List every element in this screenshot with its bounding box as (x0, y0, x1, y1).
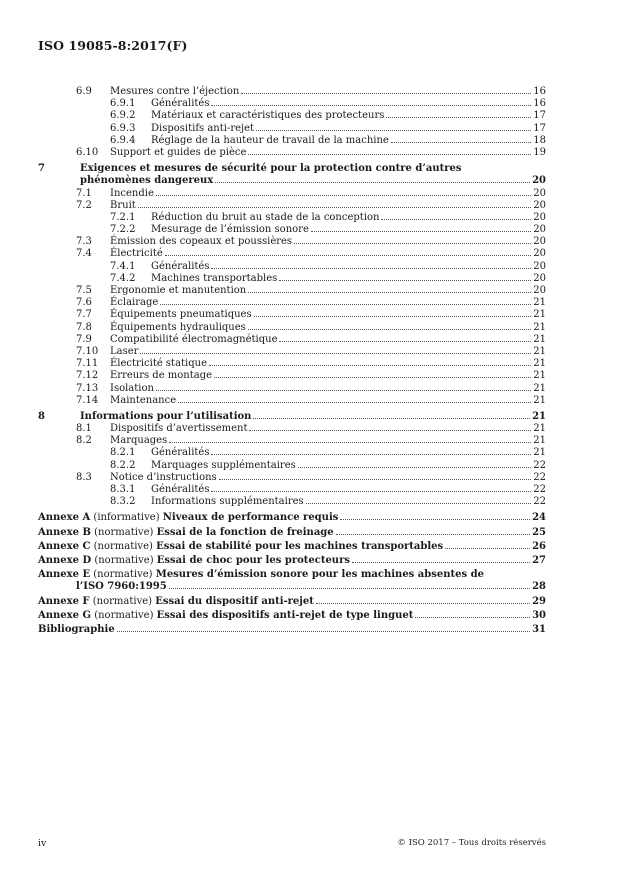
toc-entry[interactable] (38, 541, 546, 553)
leader-dots (391, 142, 531, 143)
toc-number: 6.9.1 (110, 98, 136, 110)
toc-page-number: 20 (533, 285, 546, 296)
toc-entry[interactable] (38, 472, 546, 484)
toc-title: Isolation (110, 382, 154, 394)
toc-entry[interactable] (38, 555, 546, 567)
annex-label: Annexe C (38, 540, 91, 552)
toc-entry[interactable] (38, 370, 546, 382)
leader-dots (340, 519, 530, 520)
annex-kind: (informative) (93, 512, 160, 524)
toc-number: 7.4.2 (110, 272, 136, 284)
leader-dots (248, 329, 531, 330)
toc-number: 8.2 (76, 435, 92, 447)
leader-dots (211, 105, 531, 106)
toc-title: Réduction du bruit au stade de la conception (151, 211, 380, 223)
toc-page-number: 21 (533, 321, 546, 333)
toc-number: 8.3 (76, 471, 92, 483)
toc-entry[interactable] (38, 212, 546, 224)
toc-entry[interactable] (38, 512, 546, 524)
toc-entry[interactable] (38, 175, 546, 187)
document-header: ISO 19085-8:2017(F) (38, 38, 188, 53)
toc-entry[interactable] (38, 411, 546, 423)
toc-title: Machines transportables (151, 272, 278, 284)
toc-page-number: 24 (532, 512, 546, 524)
toc-title: Support et guides de pièce (110, 146, 247, 158)
toc-title: Essai de stabilité pour les machines transportables (156, 540, 444, 552)
leader-dots (215, 182, 530, 183)
toc-page-number: 20 (533, 272, 546, 284)
leader-dots (311, 231, 531, 232)
toc-page-number: 21 (533, 382, 546, 394)
toc-number: 8 (38, 410, 45, 422)
toc-number: 8.1 (76, 423, 92, 435)
leader-dots (279, 341, 531, 342)
leader-dots (138, 207, 531, 208)
toc-title: Informations supplémentaires (151, 496, 304, 508)
leader-dots (298, 467, 532, 468)
leader-dots (316, 603, 530, 604)
toc-title: Équipements hydrauliques (110, 321, 246, 333)
toc-entry[interactable] (38, 123, 546, 135)
leader-dots (211, 491, 531, 492)
toc-page-number: 20 (533, 248, 546, 260)
leader-dots (306, 503, 532, 504)
toc-page-number: 22 (533, 471, 546, 483)
leader-dots (241, 93, 531, 94)
toc-entry[interactable] (38, 285, 546, 297)
toc-entry[interactable] (38, 273, 546, 285)
toc-title: Électricité (110, 248, 163, 260)
toc-title: Électricité statique (110, 358, 208, 370)
toc-page-number: 21 (533, 345, 546, 357)
toc-title: Maintenance (110, 394, 177, 406)
toc-title: Essai de choc pour les protecteurs (156, 554, 350, 566)
toc-number: 6.9.3 (110, 122, 136, 134)
toc-title: Bruit (110, 199, 136, 211)
toc-title: Dispositifs anti-rejet (151, 122, 255, 134)
toc-title: Généralités (151, 484, 210, 495)
toc-page-number: 21 (533, 333, 546, 345)
toc-entry[interactable] (38, 346, 546, 358)
toc-page-number: 21 (533, 423, 546, 435)
toc-entry[interactable] (38, 309, 546, 321)
toc-entry[interactable] (38, 261, 546, 273)
toc-entry[interactable] (38, 334, 546, 346)
leader-dots (214, 377, 531, 378)
toc-number: 7.1 (76, 187, 92, 199)
leader-dots (165, 255, 532, 256)
toc-number: 7.10 (76, 345, 99, 357)
toc-entry[interactable] (38, 435, 546, 447)
toc-title: Émission des copeaux et poussières (110, 236, 293, 248)
toc-number: 7.8 (76, 321, 92, 333)
leader-dots (279, 280, 531, 281)
leader-dots (160, 304, 531, 305)
toc-entry[interactable] (38, 248, 546, 260)
toc-entry[interactable] (38, 147, 546, 159)
toc-title: Informations pour l’utilisation (80, 410, 252, 422)
toc-entry[interactable] (38, 460, 546, 472)
toc-entry[interactable] (38, 224, 546, 236)
leader-dots (209, 365, 531, 366)
toc-title: Mesures d’émission sonore pour les machines absentes de (155, 569, 484, 581)
toc-page-number: 29 (532, 595, 546, 607)
leader-dots (219, 479, 532, 480)
annex-label: Annexe E (38, 569, 91, 581)
toc-number: 7.14 (76, 394, 99, 406)
toc-page-number: 26 (532, 540, 546, 552)
leader-dots (169, 442, 531, 443)
toc-entry[interactable] (38, 581, 546, 593)
toc-title: Niveaux de performance requis (162, 512, 339, 524)
toc-number: 7.2.2 (110, 224, 136, 236)
toc-number: 8.2.2 (110, 459, 136, 471)
leader-dots (156, 195, 531, 196)
toc-entry[interactable] (38, 86, 546, 98)
toc-number: 7.12 (76, 370, 99, 382)
page-number: iv (38, 838, 47, 849)
toc-entry[interactable] (38, 624, 546, 636)
toc-entry[interactable] (38, 527, 546, 539)
toc-page-number: 28 (532, 581, 546, 593)
leader-dots (415, 617, 530, 618)
toc-title: Laser (110, 345, 139, 357)
toc-page-number: 20 (533, 211, 546, 223)
toc-entry[interactable] (38, 610, 546, 622)
toc-number: 8.2.1 (110, 447, 136, 459)
toc-title: Équipements pneumatiques (110, 309, 252, 321)
toc-entry[interactable] (38, 447, 546, 459)
toc-title-continued: l’ISO 7960:1995 (76, 581, 167, 593)
toc-number: 7.9 (76, 333, 92, 345)
leader-dots (352, 562, 530, 563)
annex-label: Annexe B (38, 526, 91, 538)
toc-entry[interactable] (38, 395, 546, 407)
annex-label: Annexe A (38, 512, 91, 524)
toc-title: Marquages supplémentaires (151, 459, 296, 471)
toc-page-number: 21 (533, 370, 546, 382)
annex-label: Annexe F (38, 595, 90, 607)
toc-number: 7.7 (76, 309, 92, 321)
toc-entry[interactable] (38, 297, 546, 309)
toc-entry[interactable] (38, 383, 546, 395)
toc-number: 7.4.1 (110, 260, 136, 272)
toc-entry[interactable] (38, 423, 546, 435)
toc-page-number: 21 (533, 394, 546, 406)
toc-entry[interactable] (38, 163, 546, 175)
toc-page-number: 31 (532, 623, 546, 635)
toc-number: 7.13 (76, 382, 99, 394)
toc-number: 6.9.4 (110, 134, 136, 146)
toc-title: Notice d’instructions (110, 471, 217, 483)
annex-label: Annexe D (38, 554, 92, 566)
toc-entry[interactable] (38, 188, 546, 200)
toc-entry[interactable] (38, 484, 546, 496)
toc-page-number: 20 (533, 224, 546, 236)
toc-page-number: 16 (533, 86, 546, 97)
annex-kind: (normative) (94, 526, 154, 538)
annex-kind: (normative) (94, 554, 154, 566)
toc-page-number: 21 (533, 435, 546, 447)
toc-title: Essai des dispositifs anti-rejet de type linguet (156, 609, 414, 621)
toc-page-number: 17 (533, 122, 546, 134)
toc-page-number: 21 (532, 410, 546, 422)
leader-dots (178, 402, 531, 403)
toc-number: 8.3.2 (110, 496, 136, 508)
toc-entry[interactable] (38, 322, 546, 334)
toc-title: Réglage de la hauteur de travail de la machine (151, 134, 389, 146)
toc-title: Dispositifs d’avertissement (110, 423, 248, 435)
leader-dots (211, 454, 531, 455)
toc-page-number: 20 (532, 175, 546, 187)
leader-dots (386, 117, 531, 118)
annex-kind: (normative) (93, 569, 153, 581)
toc-page-number: 20 (533, 187, 546, 199)
toc-entry[interactable] (38, 569, 546, 581)
toc-number: 7 (38, 163, 45, 175)
toc-page-number: 21 (533, 297, 546, 309)
toc-title: Exigences et mesures de sécurité pour la protection contre d’autres (80, 163, 462, 175)
leader-dots (381, 219, 531, 220)
leader-dots (253, 418, 530, 419)
table-of-contents (38, 86, 546, 636)
toc-entry[interactable] (38, 236, 546, 248)
toc-title-continued: phénomènes dangereux (80, 175, 214, 187)
toc-title: Matériaux et caractéristiques des protecteurs (151, 110, 385, 122)
toc-page-number: 21 (533, 358, 546, 370)
toc-page-number: 22 (533, 496, 546, 508)
leader-dots (336, 534, 530, 535)
leader-dots (248, 154, 531, 155)
toc-title: Essai de la fonction de freinage (156, 526, 334, 538)
toc-title: Essai du dispositif anti-rejet (155, 595, 314, 607)
toc-title: Généralités (151, 447, 210, 459)
toc-title: Mesurage de l’émission sonore (151, 224, 309, 236)
toc-page-number: 20 (533, 236, 546, 248)
leader-dots (140, 353, 531, 354)
toc-page-number: 20 (533, 199, 546, 211)
toc-entry[interactable] (38, 98, 546, 110)
toc-number: 7.2.1 (110, 211, 136, 223)
leader-dots (248, 292, 531, 293)
copyright: © ISO 2017 – Tous droits réservés (397, 838, 546, 848)
toc-page-number: 27 (532, 554, 546, 566)
toc-number: 7.5 (76, 285, 92, 296)
toc-title: Compatibilité électromagnétique (110, 333, 278, 345)
toc-page-number: 30 (532, 609, 546, 621)
toc-title: Généralités (151, 260, 210, 272)
toc-page-number: 17 (533, 110, 546, 122)
leader-dots (211, 268, 531, 269)
leader-dots (445, 548, 530, 549)
annex-label: Annexe G (38, 609, 92, 621)
annex-kind: (normative) (94, 609, 154, 621)
leader-dots (117, 631, 530, 632)
toc-number: 7.4 (76, 248, 92, 260)
leader-dots (249, 430, 531, 431)
toc-entry[interactable] (38, 358, 546, 370)
toc-number: 7.3 (76, 236, 92, 248)
leader-dots (169, 588, 530, 589)
toc-entry[interactable] (38, 200, 546, 212)
toc-number: 6.9.2 (110, 110, 136, 122)
leader-dots (254, 316, 532, 317)
toc-title: Ergonomie et manutention (110, 285, 247, 296)
toc-page-number: 22 (533, 459, 546, 471)
annex-kind: (normative) (93, 540, 153, 552)
toc-title: Mesures contre l’éjection (110, 86, 240, 97)
toc-title: Bibliographie (38, 623, 115, 635)
toc-title: Généralités (151, 98, 210, 110)
leader-dots (294, 243, 531, 244)
toc-title: Erreurs de montage (110, 370, 213, 382)
leader-dots (256, 130, 531, 131)
toc-number: 6.10 (76, 146, 99, 158)
toc-entry[interactable] (38, 135, 546, 147)
toc-page-number: 21 (533, 309, 546, 321)
toc-page-number: 21 (533, 447, 546, 459)
toc-number: 7.2 (76, 199, 92, 211)
toc-page-number: 16 (533, 98, 546, 110)
toc-entry[interactable] (38, 496, 546, 508)
toc-page-number: 25 (532, 526, 546, 538)
toc-page-number: 19 (533, 146, 546, 158)
toc-title: Incendie (110, 187, 154, 199)
toc-page-number: 20 (533, 260, 546, 272)
toc-number: 7.6 (76, 297, 92, 309)
toc-title: Marquages (110, 435, 168, 447)
toc-number: 7.11 (76, 358, 99, 370)
toc-entry[interactable] (38, 596, 546, 608)
toc-page-number: 18 (533, 134, 546, 146)
toc-entry[interactable] (38, 110, 546, 122)
toc-number: 8.3.1 (110, 484, 136, 495)
leader-dots (156, 390, 531, 391)
annex-kind: (normative) (92, 595, 153, 607)
toc-title: Éclairage (110, 297, 159, 309)
toc-page-number: 22 (533, 484, 546, 495)
toc-number: 6.9 (76, 86, 92, 97)
